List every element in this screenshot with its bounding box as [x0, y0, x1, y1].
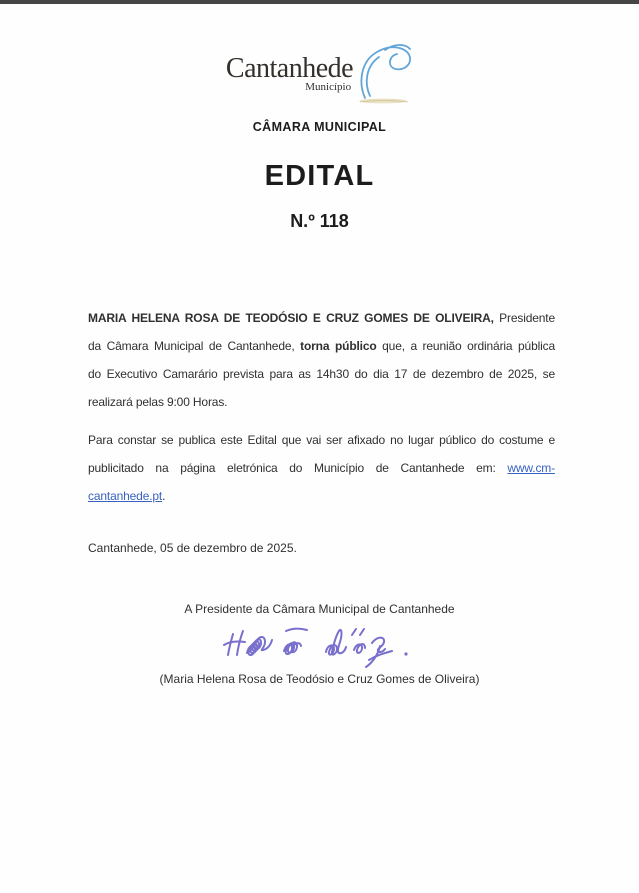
text-run: Para constar se publica este Edital que vai ser afixado no lugar público do costume e — [88, 433, 555, 447]
signatory-title: A Presidente da Câmara Municipal de Cantanhede — [184, 602, 455, 616]
text-run: . — [162, 489, 166, 503]
document-line — [88, 388, 555, 416]
scan-top-bar — [0, 0, 639, 4]
paragraph-announcement — [88, 304, 555, 416]
website-link[interactable]: www.cm- — [507, 461, 555, 475]
website-link[interactable]: cantanhede.pt — [88, 489, 163, 503]
signatory-name: (Maria Helena Rosa de Teodósio e Cruz Gomes de Oliveira) — [159, 672, 480, 686]
document-title: EDITAL — [264, 160, 375, 192]
document-line — [88, 482, 555, 510]
municipality-logo — [0, 42, 639, 108]
handwritten-signature — [220, 622, 420, 670]
document-line — [88, 332, 555, 360]
text-run: da Câmara Municipal de Cantanhede, — [88, 339, 301, 353]
bold-text-run: torna público — [300, 339, 377, 353]
paragraph-publication — [88, 426, 555, 510]
text-run: realizará pelas 9:00 Horas. — [88, 395, 228, 409]
place-date-line: Cantanhede, 05 de dezembro de 2025. — [88, 541, 297, 555]
text-run: publicitado na página eletrónica do Município de Cantanhede em: — [88, 461, 508, 475]
document-body — [0, 304, 639, 562]
text-run: do Executivo Camarário prevista para as 14h30 do dia 17 de dezembro de 2025, se — [88, 367, 555, 381]
bold-text-run: MARIA HELENA ROSA DE TEODÓSIO E CRUZ GOMES DE OLIVEIRA, — [88, 311, 494, 325]
document-line — [88, 454, 555, 482]
signature-area — [0, 622, 639, 670]
logo-subtitle: Município — [305, 81, 352, 93]
logo-name: Cantanhede — [225, 53, 354, 84]
swirl-wave-icon — [355, 40, 413, 106]
text-run: Presidente — [493, 311, 555, 325]
logo-text-block — [225, 53, 354, 93]
document-line — [88, 360, 555, 388]
document-number: N.º 118 — [290, 211, 349, 231]
department-heading: CÂMARA MUNICIPAL — [252, 120, 387, 134]
document-line — [88, 426, 555, 454]
text-run: que, a reunião ordinária pública — [376, 339, 555, 353]
document-line — [88, 304, 555, 332]
